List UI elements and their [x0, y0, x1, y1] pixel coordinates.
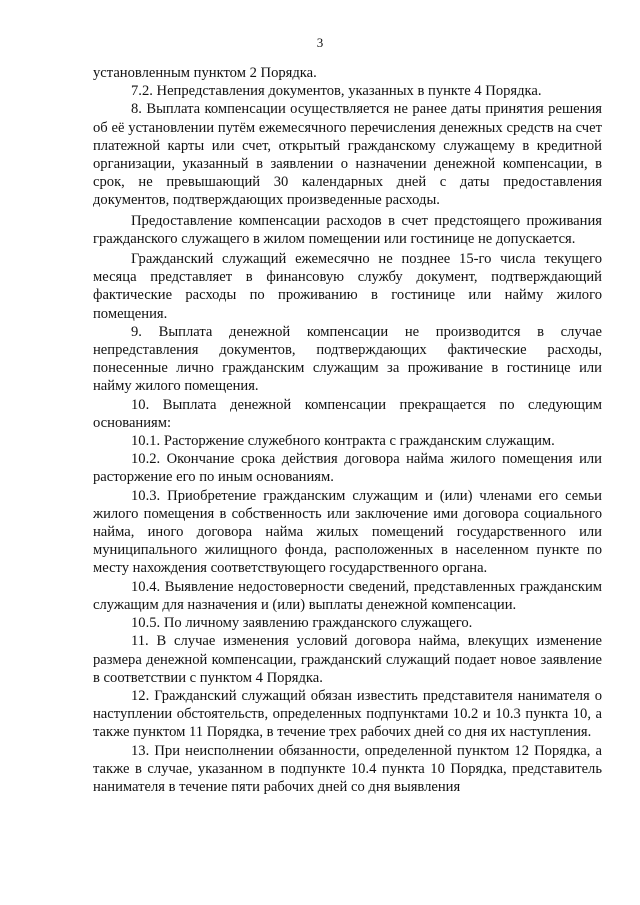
paragraph-2: 7.2. Непредставления документов, указанных в пункте 4 Порядка. [131, 83, 542, 100]
paragraph-10: 10.3. Приобретение гражданским служащим и (или) членами его семьи жилого помещения в собственность или заключение ими договора социального найма, иного договора найма жилых помещений государственного или муниципального жилищного фонда, расположенных в населенном пункте по месту нахождения соответствующего государственного органа. [93, 487, 602, 577]
paragraph-5: Гражданский служащий ежемесячно не позднее 15-го числа текущего месяца представляет в финансовую службу документ, подтверждающий фактические расходы по проживанию в гостинице или найму жилого помещения. [93, 251, 602, 322]
paragraph-11: 10.4. Выявление недостоверности сведений, представленных гражданским служащим для назначения и (или) выплаты денежной компенсации. [93, 578, 602, 613]
page-number: 3 [316, 35, 324, 50]
paragraph-6: 9. Выплата денежной компенсации не производится в случае непредставления документов, подтверждающих фактические расходы, понесенные лично гражданским служащим за проживание в гостинице или найму жилого помещения. [93, 323, 602, 395]
paragraph-3: 8. Выплата компенсации осуществляется не ранее даты принятия решения об её установлении путём ежемесячного перечисления денежных средств на счет платежной карты или счет, открытый гражданскому служащему в кредитной организации, указанный в заявлении о назначении денежной компенсации, в срок, не превышающий 30 календарных дней с даты предоставления документов, подтверждающих произведенные расходы. [93, 101, 602, 209]
paragraph-4: Предоставление компенсации расходов в счет предстоящего проживания гражданского служащего в жилом помещении или гостинице не допускается. [93, 212, 602, 247]
paragraph-13: 11. В случае изменения условий договора найма, влекущих изменение размера денежной компенсации, гражданский служащий подает новое заявление в соответствии с пунктом 4 Порядка. [93, 633, 602, 686]
paragraph-15: 13. При неисполнении обязанности, определенной пунктом 12 Порядка, а также в случае, указанном в подпункте 10.4 пункта 10 Порядка, представитель нанимателя в течение пяти рабочих дней со дня выявления [93, 742, 602, 795]
document-body [93, 64, 602, 796]
paragraph-14: 12. Гражданский служащий обязан известить представителя нанимателя о наступлении обстоятельств, определенных подпунктами 10.2 и 10.3 пункта 10, а также пунктом 11 Порядка, в течение трех рабочих дней со дня их наступления. [93, 687, 602, 741]
paragraph-1: установленным пунктом 2 Порядка. [93, 65, 317, 81]
paragraph-9: 10.2. Окончание срока действия договора найма жилого помещения или расторжение его по иным основаниям. [93, 451, 602, 486]
paragraph-12: 10.5. По личному заявлению гражданского служащего. [131, 615, 473, 632]
paragraph-8: 10.1. Расторжение служебного контракта с гражданским служащим. [131, 433, 555, 450]
paragraph-7: 10. Выплата денежной компенсации прекращается по следующим основаниям: [93, 396, 602, 431]
